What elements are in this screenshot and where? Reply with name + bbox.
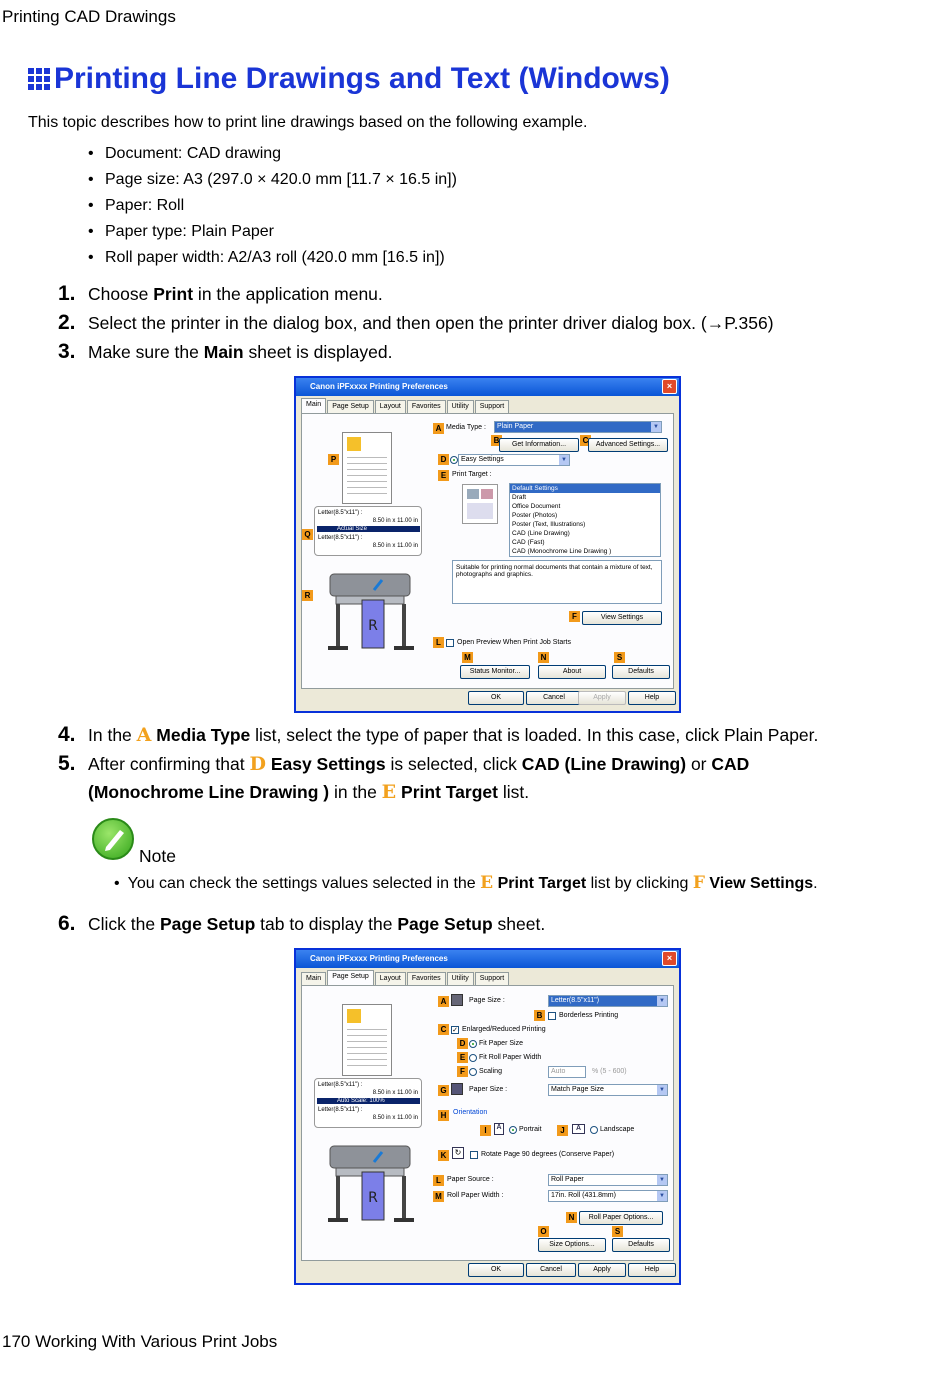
scaling-label: Scaling <box>479 1068 502 1075</box>
step-bold: CAD <box>711 754 750 774</box>
tab-support[interactable]: Support <box>475 972 510 985</box>
cancel-button[interactable]: Cancel <box>526 691 582 705</box>
tab-layout[interactable]: Layout <box>375 400 406 413</box>
main-panel <box>301 413 674 689</box>
enlarged-reduced-label: Enlarged/Reduced Printing <box>462 1026 546 1033</box>
tab-support[interactable]: Support <box>475 400 510 413</box>
paper-size-label: Paper Size : <box>469 1086 508 1093</box>
list-item[interactable]: CAD (Monochrome Line Drawing ) <box>512 548 612 555</box>
original-size: Letter(8.5"x11") : <box>318 510 363 516</box>
get-information-button[interactable]: Get Information... <box>499 438 579 452</box>
tab-main[interactable]: Main <box>301 972 326 985</box>
callout-badge: A <box>136 724 152 746</box>
portrait-icon: A <box>494 1123 504 1135</box>
chevron-down-icon: ▼ <box>657 996 667 1006</box>
callout-d: D <box>457 1038 468 1049</box>
enlarged-reduced-checkbox[interactable]: ✓ <box>452 1027 458 1034</box>
step-bold: Print Target <box>401 782 498 802</box>
roll-paper-width-label: Roll Paper Width : <box>447 1192 504 1199</box>
tab-utility[interactable]: Utility <box>447 972 474 985</box>
callout-s: S <box>614 652 625 663</box>
fit-roll-width-radio[interactable] <box>469 1054 477 1062</box>
fit-paper-size-label: Fit Paper Size <box>479 1040 523 1047</box>
view-settings-button[interactable]: View Settings <box>582 611 662 625</box>
page-preview <box>342 432 392 504</box>
step-text: in the application menu. <box>193 284 383 304</box>
size-options-button[interactable]: Size Options... <box>538 1238 606 1252</box>
scaling-radio[interactable] <box>469 1068 477 1076</box>
callout-o: O <box>538 1226 549 1237</box>
step-bold: Easy Settings <box>270 754 386 774</box>
printing-preferences-dialog-main <box>294 376 681 713</box>
chevron-down-icon: ▼ <box>657 1175 667 1185</box>
print-target-label: Print Target : <box>452 471 492 478</box>
note-item: • You can check the settings values selected in the E Print Target list by clicking F View Settings. <box>114 873 818 893</box>
step-text: Make sure the <box>88 342 204 362</box>
output-dimensions: 8.50 in x 11.00 in <box>372 543 418 549</box>
callout-p: P <box>328 454 339 465</box>
roll-paper-width-value: 17in. Roll (431.8mm) <box>551 1192 616 1199</box>
original-dimensions: 8.50 in x 11.00 in <box>372 1090 418 1096</box>
example-list <box>88 145 457 275</box>
callout-r: R <box>302 590 313 601</box>
step-text: After confirming that <box>88 754 250 774</box>
page-setup-panel <box>301 985 674 1261</box>
borderless-checkbox[interactable] <box>548 1012 556 1020</box>
defaults-button[interactable]: Defaults <box>612 1238 670 1252</box>
output-size: Letter(8.5"x11") : <box>318 1107 363 1113</box>
tab-favorites[interactable]: Favorites <box>407 972 446 985</box>
note-bold: View Settings <box>709 875 814 892</box>
step-number: 1. <box>58 282 76 305</box>
close-icon[interactable]: × <box>662 951 677 966</box>
step-number: 3. <box>58 340 76 363</box>
step-bold: CAD (Line Drawing) <box>521 754 687 774</box>
page-title <box>28 62 670 96</box>
scaling-input[interactable] <box>548 1066 586 1078</box>
scaling-range: % (5 - 600) <box>592 1068 627 1075</box>
portrait-label: Portrait <box>519 1126 542 1133</box>
callout-c: C <box>580 435 591 446</box>
step-2 <box>58 311 774 335</box>
step-bold: Print <box>153 284 194 304</box>
chevron-down-icon: ▼ <box>657 1085 667 1095</box>
cancel-button[interactable]: Cancel <box>526 1263 576 1277</box>
print-target-list[interactable] <box>509 483 661 557</box>
fit-roll-width-label: Fit Roll Paper Width <box>479 1054 542 1061</box>
rotate-icon: ↻ <box>452 1147 464 1159</box>
note-label: Note <box>139 846 176 866</box>
paper-source-value: Roll Paper <box>551 1176 584 1183</box>
list-item[interactable]: CAD (Line Drawing) <box>512 530 570 537</box>
open-preview-checkbox[interactable] <box>446 639 454 647</box>
preview-image-icon <box>347 437 361 451</box>
size-mode: Actual Size <box>317 526 420 532</box>
list-item[interactable]: Poster (Photos) <box>512 512 558 519</box>
step-bold: Main <box>203 342 244 362</box>
note-bold: Print Target <box>497 875 587 892</box>
media-type-value: Plain Paper <box>497 423 534 430</box>
easy-settings-value: Easy Settings <box>461 456 504 463</box>
apply-button[interactable]: Apply <box>578 691 626 705</box>
list-item[interactable]: Draft <box>512 494 527 501</box>
callout-n: N <box>566 1212 577 1223</box>
page-size-icon <box>451 994 463 1006</box>
portrait-radio[interactable] <box>509 1126 517 1134</box>
step-5 <box>58 752 749 776</box>
step-bold: Media Type <box>156 725 251 745</box>
callout-n: N <box>538 652 549 663</box>
callout-i: I <box>480 1125 491 1136</box>
about-button[interactable]: About <box>538 665 606 679</box>
chevron-down-icon: ▼ <box>559 455 569 465</box>
orientation-label: Orientation <box>453 1109 488 1116</box>
list-item[interactable]: Default Settings <box>510 484 660 493</box>
page-title-text: Printing Line Drawings and Text (Windows) <box>54 62 670 95</box>
list-item[interactable]: Poster (Text, Illustrations) <box>512 521 586 528</box>
roll-paper-options-button[interactable]: Roll Paper Options... <box>579 1211 663 1225</box>
paper-source-label: Paper Source : <box>447 1176 494 1183</box>
step-text: Select the printer in the dialog box, and then open the printer driver dialog box. (→P.356) <box>88 313 774 333</box>
step-5-continued <box>88 781 529 803</box>
output-dimensions: 8.50 in x 11.00 in <box>372 1115 418 1121</box>
ok-button[interactable]: OK <box>468 1263 524 1277</box>
easy-settings-radio[interactable] <box>450 456 458 464</box>
fit-paper-size-radio[interactable] <box>469 1040 477 1048</box>
callout-l: L <box>433 637 444 648</box>
callout-e: E <box>438 470 449 481</box>
rotate-page-checkbox[interactable] <box>470 1151 478 1159</box>
help-button[interactable]: Help <box>628 691 676 705</box>
tab-page-setup[interactable]: Page Setup <box>327 400 374 413</box>
step-text: sheet is displayed. <box>243 342 393 362</box>
callout-f: F <box>457 1066 468 1077</box>
list-item: • Roll paper width: A2/A3 roll (420.0 mm [16.5 in]) <box>88 249 457 275</box>
landscape-radio[interactable] <box>590 1126 598 1134</box>
page-preview <box>342 1004 392 1076</box>
chevron-down-icon: ▼ <box>651 422 661 432</box>
easy-settings-select[interactable] <box>458 454 570 466</box>
note-text: You can check the settings values selected in the <box>127 875 481 892</box>
paper-size-value: Match Page Size <box>551 1086 604 1093</box>
tab-page-setup[interactable]: Page Setup <box>327 970 374 985</box>
media-type-select[interactable] <box>494 421 662 433</box>
step-number: 2. <box>58 311 76 334</box>
tab-utility[interactable]: Utility <box>447 400 474 413</box>
list-item[interactable]: CAD (Fast) <box>512 539 545 546</box>
page-size-value: Letter(8.5"x11") <box>551 997 600 1004</box>
list-item: • Document: CAD drawing <box>88 145 457 171</box>
dialog-tabs <box>301 972 510 985</box>
step-4 <box>58 723 818 747</box>
step-3 <box>58 340 392 364</box>
callout-badge: D <box>249 753 266 775</box>
callout-badge: E <box>480 873 494 893</box>
printing-preferences-dialog-page-setup <box>294 948 681 1285</box>
open-preview-label: Open Preview When Print Job Starts <box>457 639 571 646</box>
step-text: is selected, click <box>385 754 522 774</box>
description-text: Suitable for printing normal documents that contain a mixture of text, photographs and graphics. <box>456 564 653 578</box>
step-bold: Page Setup <box>397 914 493 934</box>
intro-text: This topic describes how to print line drawings based on the following example. <box>28 114 588 131</box>
svg-text:R: R <box>368 1190 378 1206</box>
landscape-label: Landscape <box>600 1126 635 1133</box>
dialog-title <box>296 950 679 968</box>
original-dimensions: 8.50 in x 11.00 in <box>372 518 418 524</box>
running-head: Printing CAD Drawings <box>2 7 176 26</box>
close-icon[interactable]: × <box>662 379 677 394</box>
step-text: Click the <box>88 914 160 934</box>
list-item: • Paper: Roll <box>88 197 457 223</box>
callout-b: B <box>491 435 502 446</box>
paper-size-icon <box>451 1083 463 1095</box>
size-mode: Auto Scale: 100% <box>317 1098 420 1104</box>
size-info-box <box>314 1078 422 1128</box>
size-info-box <box>314 506 422 556</box>
callout-b: B <box>534 1010 545 1021</box>
page-footer: 170 Working With Various Print Jobs <box>2 1332 278 1351</box>
callout-e: E <box>457 1052 468 1063</box>
page-size-select[interactable] <box>548 995 668 1007</box>
step-text: or <box>686 754 712 774</box>
svg-text:R: R <box>368 618 378 634</box>
callout-m: M <box>433 1191 444 1202</box>
callout-a: A <box>438 996 449 1007</box>
step-number: 4. <box>58 723 76 746</box>
description-box <box>452 560 662 604</box>
preview-image-icon <box>347 1009 361 1023</box>
dialog-tabs <box>301 400 510 413</box>
apply-button[interactable]: Apply <box>578 1263 626 1277</box>
note-text: . <box>813 875 818 892</box>
callout-f: F <box>569 611 580 622</box>
step-1 <box>58 282 383 306</box>
callout-j: J <box>557 1125 568 1136</box>
chevron-down-icon: ▼ <box>657 1191 667 1201</box>
callout-q: Q <box>302 529 313 540</box>
help-button[interactable]: Help <box>628 1263 676 1277</box>
rotate-page-label: Rotate Page 90 degrees (Conserve Paper) <box>481 1151 615 1158</box>
list-item: • Paper type: Plain Paper <box>88 223 457 249</box>
step-text: list, select the type of paper that is loaded. In this case, click Plain Paper. <box>250 725 819 745</box>
note-text: list by clicking <box>586 875 693 892</box>
list-item[interactable]: Office Document <box>512 503 561 510</box>
paper-size-select[interactable] <box>548 1084 668 1096</box>
ok-button[interactable]: OK <box>468 691 524 705</box>
step-text: sheet. <box>492 914 546 934</box>
step-text: tab to display the <box>255 914 398 934</box>
callout-badge: F <box>692 873 705 893</box>
output-size: Letter(8.5"x11") : <box>318 535 363 541</box>
callout-g: G <box>438 1085 449 1096</box>
note-pencil-icon <box>92 818 134 860</box>
step-text: list. <box>497 782 530 802</box>
callout-a: A <box>433 423 444 434</box>
tab-favorites[interactable]: Favorites <box>407 400 446 413</box>
advanced-settings-button[interactable]: Advanced Settings... <box>588 438 668 452</box>
step-number: 5. <box>58 752 76 775</box>
tab-main[interactable]: Main <box>301 398 326 413</box>
paper-source-select[interactable] <box>548 1174 668 1186</box>
page-size-label: Page Size : <box>469 997 505 1004</box>
step-text: in the <box>329 782 382 802</box>
tab-layout[interactable]: Layout <box>375 972 406 985</box>
callout-l: L <box>433 1175 444 1186</box>
scaling-value: Auto <box>551 1068 566 1075</box>
step-text: Choose <box>88 284 154 304</box>
step-bold: Page Setup <box>159 914 256 934</box>
dialog-title-text: Canon iPFxxxx Printing Preferences <box>310 954 448 963</box>
step-bold: (Monochrome Line Drawing ) <box>88 782 330 802</box>
step-number: 6. <box>58 912 76 935</box>
dialog-title-text: Canon iPFxxxx Printing Preferences <box>310 382 448 391</box>
defaults-button[interactable]: Defaults <box>612 665 670 679</box>
step-text: In the <box>88 725 137 745</box>
callout-h: H <box>438 1110 449 1121</box>
list-item: • Page size: A3 (297.0 × 420.0 mm [11.7 × 16.5 in]) <box>88 171 457 197</box>
callout-badge: E <box>381 781 397 803</box>
print-target-thumbnail-icon <box>462 484 498 524</box>
callout-m: M <box>462 652 473 663</box>
printer-illustration <box>322 1142 422 1228</box>
step-6 <box>58 912 545 936</box>
section-grid-icon <box>28 68 50 90</box>
original-size: Letter(8.5"x11") : <box>318 1082 363 1088</box>
landscape-icon: A <box>572 1124 585 1134</box>
callout-k: K <box>438 1150 449 1161</box>
callout-s: S <box>612 1226 623 1237</box>
callout-d: D <box>438 454 449 465</box>
status-monitor-button[interactable]: Status Monitor... <box>460 665 530 679</box>
borderless-label: Borderless Printing <box>559 1012 619 1019</box>
callout-c: C <box>438 1024 449 1035</box>
roll-paper-width-select[interactable] <box>548 1190 668 1202</box>
printer-illustration <box>322 570 422 656</box>
dialog-title <box>296 378 679 396</box>
media-type-label: Media Type : <box>446 424 486 431</box>
